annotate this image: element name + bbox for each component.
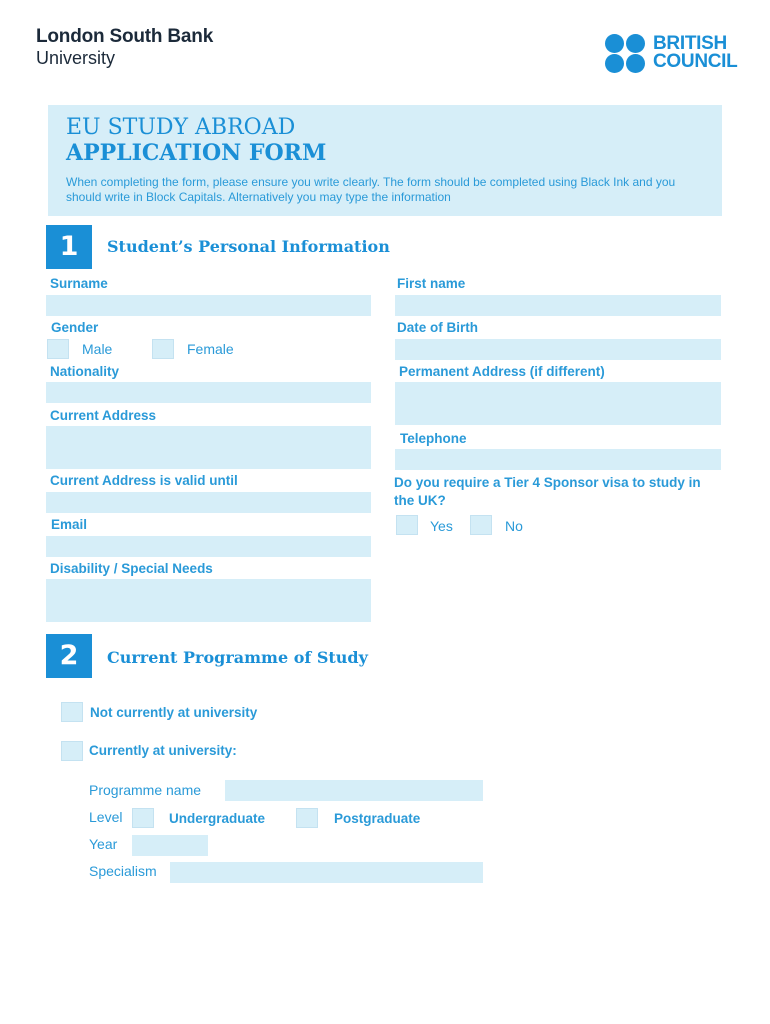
female-checkbox[interactable]: [152, 339, 174, 359]
undergraduate-label: Undergraduate: [169, 811, 266, 826]
undergraduate-checkbox[interactable]: [132, 808, 154, 828]
email-label: Email: [51, 517, 88, 532]
date-of-birth-field[interactable]: [395, 339, 721, 360]
postgraduate-label: Postgraduate: [334, 811, 421, 826]
male-checkbox[interactable]: [47, 339, 69, 359]
permanent-address-field[interactable]: [395, 382, 721, 425]
telephone-label: Telephone: [400, 431, 467, 446]
nationality-label: Nationality: [50, 364, 120, 379]
logo-dot-icon: [626, 34, 645, 53]
nationality-field[interactable]: [46, 382, 371, 403]
year-field[interactable]: [132, 835, 208, 856]
telephone-field[interactable]: [395, 449, 721, 470]
not-at-university-label: Not currently at university: [90, 705, 258, 720]
first-name-field[interactable]: [395, 295, 721, 316]
surname-field[interactable]: [46, 295, 371, 316]
not-at-university-checkbox[interactable]: [61, 702, 83, 722]
surname-label: Surname: [50, 276, 108, 291]
address-valid-until-field[interactable]: [46, 492, 371, 513]
at-university-checkbox[interactable]: [61, 741, 83, 761]
visa-no-label: No: [505, 518, 523, 534]
specialism-field[interactable]: [170, 862, 483, 883]
disability-field[interactable]: [46, 579, 371, 622]
section-number-1: 1: [46, 225, 92, 269]
current-address-field[interactable]: [46, 426, 371, 469]
at-university-label: Currently at university:: [89, 743, 237, 758]
form-title-line2: APPLICATION FORM: [66, 140, 327, 166]
visa-question-label: Do you require a Tier 4 Sponsor visa to study in the UK?: [394, 475, 701, 508]
logo-dot-icon: [605, 54, 624, 73]
year-label: Year: [89, 836, 118, 852]
date-of-birth-label: Date of Birth: [397, 320, 478, 335]
section-title-current-programme: Current Programme of Study: [107, 648, 368, 667]
specialism-label: Specialism: [89, 863, 157, 879]
female-label: Female: [187, 341, 234, 357]
section-number-2: 2: [46, 634, 92, 678]
current-address-label: Current Address: [50, 408, 157, 423]
gender-label: Gender: [51, 320, 99, 335]
disability-label: Disability / Special Needs: [50, 561, 213, 576]
visa-yes-checkbox[interactable]: [396, 515, 418, 535]
lsbu-logo-title: London South Bank: [36, 26, 214, 47]
level-label: Level: [89, 809, 123, 825]
british-council-logo: [605, 34, 745, 74]
section-title-personal-info: Student’s Personal Information: [107, 237, 390, 256]
email-field[interactable]: [46, 536, 371, 557]
first-name-label: First name: [397, 276, 466, 291]
lsbu-logo-subtitle: University: [36, 48, 116, 68]
british-council-wordmark: BRITISH COUNCIL: [653, 33, 738, 72]
form-instructions: When completing the form, please ensure you write clearly. The form should be completed using Black Ink and you should write in Block Capitals. Alternatively you may type the information: [66, 175, 676, 204]
postgraduate-checkbox[interactable]: [296, 808, 318, 828]
address-valid-until-label: Current Address is valid until: [50, 473, 238, 488]
programme-name-label: Programme name: [89, 782, 202, 798]
programme-name-field[interactable]: [225, 780, 483, 801]
logo-dot-icon: [605, 34, 624, 53]
visa-yes-label: Yes: [430, 518, 453, 534]
visa-no-checkbox[interactable]: [470, 515, 492, 535]
permanent-address-label: Permanent Address (if different): [399, 364, 605, 379]
form-title-line1: EU STUDY ABROAD: [66, 115, 296, 140]
logo-dot-icon: [626, 54, 645, 73]
male-label: Male: [82, 341, 113, 357]
